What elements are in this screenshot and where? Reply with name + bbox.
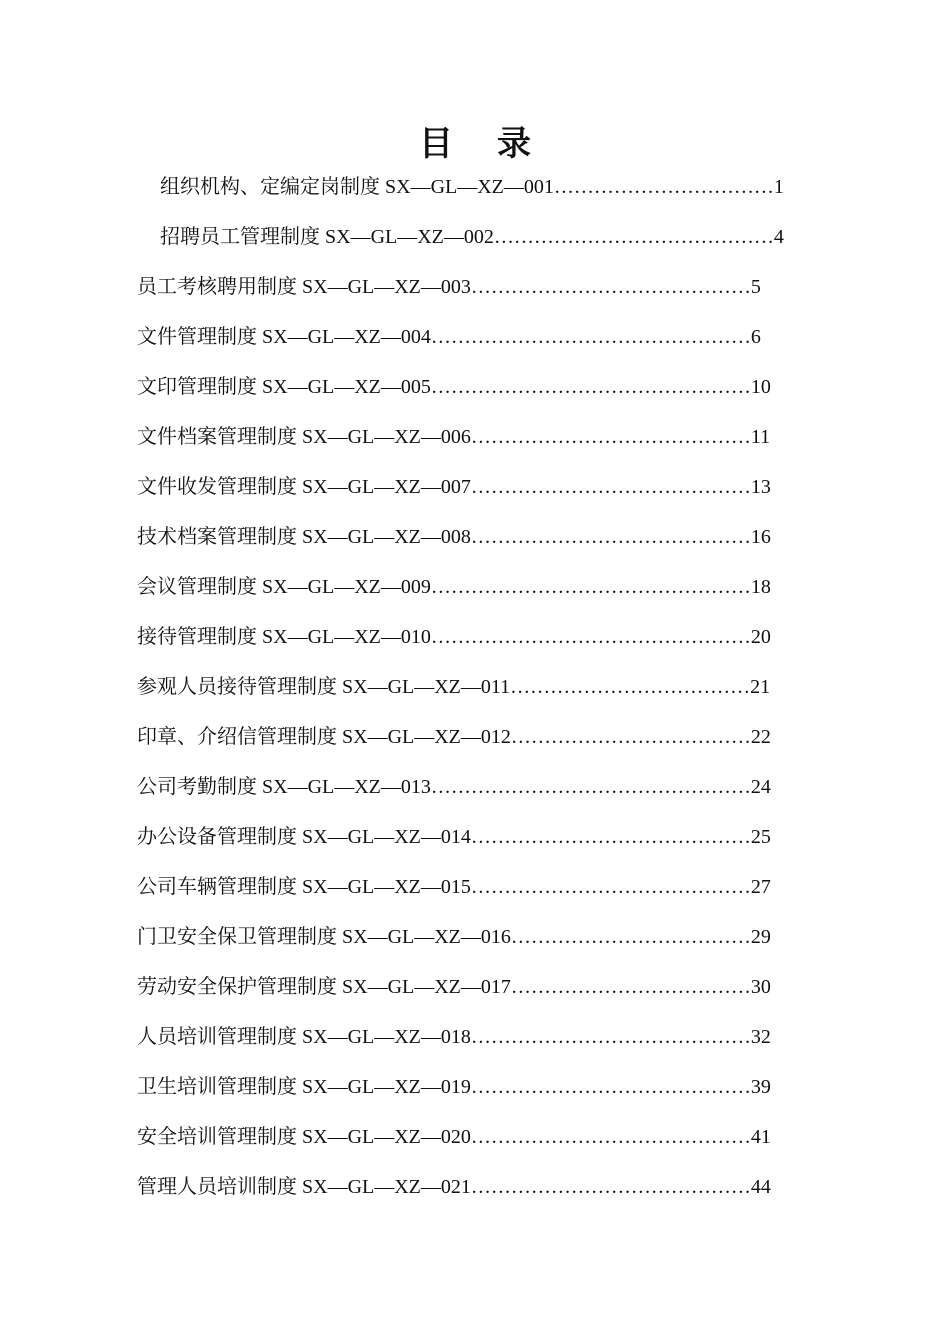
toc-entry[interactable]: 办公设备管理制度 SX—GL—XZ—014……………………………………25 <box>137 826 771 848</box>
toc-entry[interactable]: 员工考核聘用制度 SX—GL—XZ—003……………………………………5 <box>137 276 761 298</box>
toc-entry[interactable]: 接待管理制度 SX—GL—XZ—010…………………………………………20 <box>137 626 771 648</box>
toc-entry[interactable]: 卫生培训管理制度 SX—GL—XZ—019……………………………………39 <box>137 1076 771 1098</box>
toc-entry[interactable]: 门卫安全保卫管理制度 SX—GL—XZ—016………………………………29 <box>137 926 771 948</box>
toc-entry[interactable]: 组织机构、定编定岗制度 SX—GL—XZ—001……………………………1 <box>160 176 784 198</box>
toc-entry[interactable]: 技术档案管理制度 SX—GL—XZ—008……………………………………16 <box>137 526 771 548</box>
toc-title-char-1: 目 <box>419 126 453 163</box>
toc-entry[interactable]: 劳动安全保护管理制度 SX—GL—XZ—017………………………………30 <box>137 976 771 998</box>
toc-entry[interactable]: 会议管理制度 SX—GL—XZ—009…………………………………………18 <box>137 576 771 598</box>
toc-entry[interactable]: 文件管理制度 SX—GL—XZ—004…………………………………………6 <box>137 326 761 348</box>
toc-entry[interactable]: 参观人员接待管理制度 SX—GL—XZ—011………………………………21 <box>137 676 771 698</box>
toc-entry[interactable]: 安全培训管理制度 SX—GL—XZ—020……………………………………41 <box>137 1126 771 1148</box>
toc-title-char-2: 录 <box>497 126 531 163</box>
toc-entry[interactable]: 招聘员工管理制度 SX—GL—XZ—002……………………………………4 <box>160 226 784 248</box>
toc-entry[interactable]: 文印管理制度 SX—GL—XZ—005…………………………………………10 <box>137 376 771 398</box>
toc-entry[interactable]: 印章、介绍信管理制度 SX—GL—XZ—012………………………………22 <box>137 726 771 748</box>
toc-entry[interactable]: 人员培训管理制度 SX—GL—XZ—018……………………………………32 <box>137 1026 771 1048</box>
toc-title <box>0 116 950 165</box>
toc-entry[interactable]: 文件收发管理制度 SX—GL—XZ—007……………………………………13 <box>137 476 771 498</box>
toc-entry[interactable]: 公司考勤制度 SX—GL—XZ—013…………………………………………24 <box>137 776 771 798</box>
toc-entry[interactable]: 公司车辆管理制度 SX—GL—XZ—015……………………………………27 <box>137 876 771 898</box>
toc-entry[interactable]: 管理人员培训制度 SX—GL—XZ—021……………………………………44 <box>137 1176 771 1198</box>
toc-entry[interactable]: 文件档案管理制度 SX—GL—XZ—006……………………………………11 <box>137 426 771 448</box>
